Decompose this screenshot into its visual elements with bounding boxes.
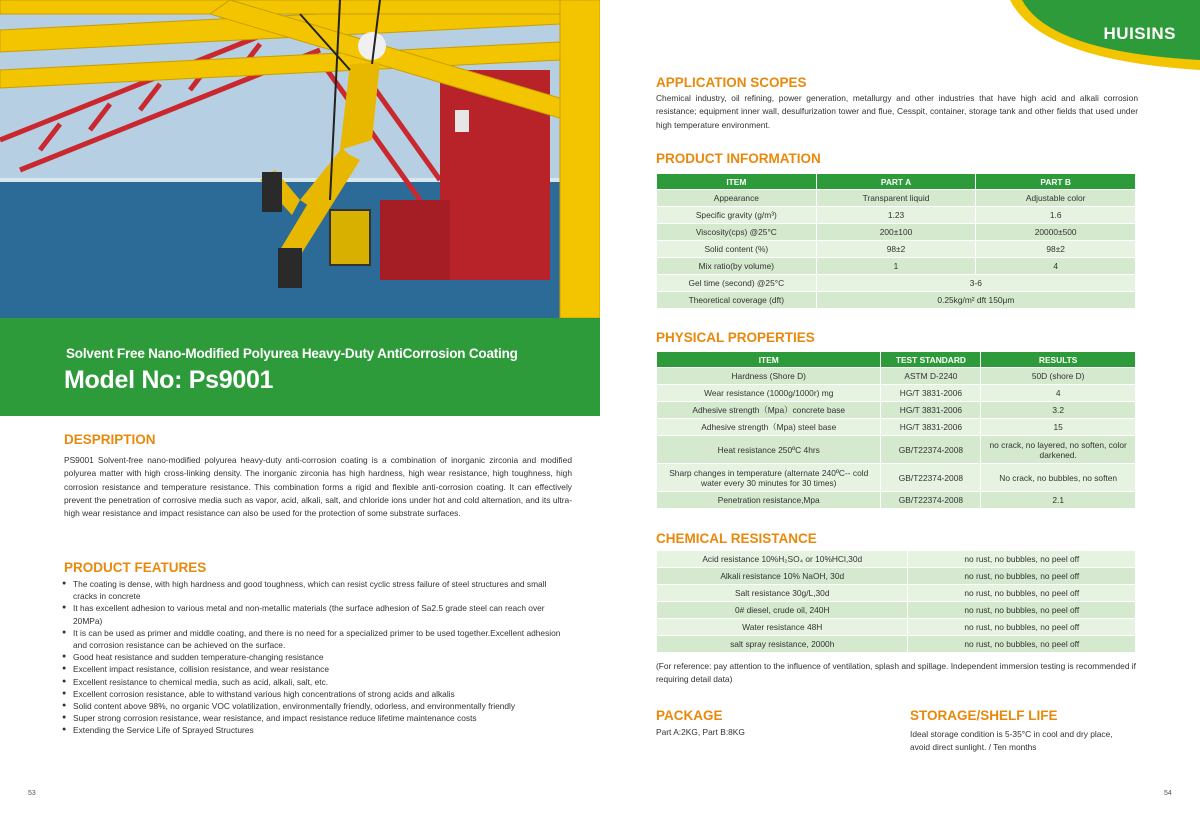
table-cell: no rust, no bubbles, no peel off [908, 636, 1136, 653]
list-item: ● The coating is dense, with high hardness and good toughness, which can resist cyclic stress failure of steel structures and small cracks in concrete [62, 578, 572, 602]
product-info-heading: PRODUCT INFORMATION [656, 151, 821, 166]
table-cell: Adhesive strength（Mpa) steel base [657, 419, 881, 436]
table-row [657, 275, 1136, 292]
table-row [657, 258, 1136, 275]
reference-note: (For reference: pay attention to the influence of ventilation, splash and spillage. Independent immersion testing is recommended if requiring detail data) [656, 661, 1136, 684]
description-text: PS9001 Solvent-free nano-modified polyurea heavy-duty anti-corrosion coating is a combination of inorganic zirconia and modified polyurea matter with high cross-linking density. The inorganic zirconia has high hardness, high wear resistance, high toughness, high corrosion resistance and temperature resistance. This combination forms a rigid and flexible anti-corrosion coating. It can effectively prevent the penetration of corrosive media such as vapor, acid, alkali, salt, and chloride ions under hot and cold alternation, and its ultra-high wear resistance and impact resistance can also be used for the protection of some substrate surfaces. [64, 455, 572, 519]
application-heading: APPLICATION SCOPES [656, 75, 807, 90]
table-row [657, 190, 1136, 207]
column-header: TEST STANDARD [881, 352, 981, 368]
table-cell: 1 [816, 258, 976, 275]
list-item: ● Extending the Service Life of Sprayed Structures [62, 724, 572, 736]
table-cell: 3-6 [816, 275, 1135, 292]
table-row [657, 385, 1136, 402]
table-header [657, 174, 1136, 190]
table-cell: Viscosity(cps) @25°C [657, 224, 817, 241]
table-cell: Appearance [657, 190, 817, 207]
table-cell: GB/T22374-2008 [881, 492, 981, 509]
table-row [657, 492, 1136, 509]
table-cell: Salt resistance 30g/L,30d [657, 585, 908, 602]
table-cell: Theoretical coverage (dft) [657, 292, 817, 309]
table-row [657, 619, 1136, 636]
table-cell: Specific gravity (g/m³) [657, 207, 817, 224]
hero-photo [0, 0, 600, 318]
title-banner [0, 318, 600, 416]
table-cell: Transparent liquid [816, 190, 976, 207]
column-header: ITEM [657, 352, 881, 368]
table-cell: HG/T 3831-2006 [881, 419, 981, 436]
table-cell: Alkali resistance 10% NaOH, 30d [657, 568, 908, 585]
table-row [657, 436, 1136, 464]
page-number-left: 53 [28, 790, 36, 797]
list-item: ● Good heat resistance and sudden temperature-changing resistance [62, 651, 572, 663]
table-cell: 4 [976, 258, 1136, 275]
physical-heading: PHYSICAL PROPERTIES [656, 330, 815, 345]
model-number: Model No: Ps9001 [64, 366, 274, 394]
product-info-table [656, 173, 1136, 309]
table-cell: no rust, no bubbles, no peel off [908, 551, 1136, 568]
table-cell: 2.1 [981, 492, 1136, 509]
table-cell: Gel time (second) @25°C [657, 275, 817, 292]
table-row [657, 551, 1136, 568]
list-item: ● Excellent corrosion resistance, able to withstand various high concentrations of strong acids and alkalis [62, 688, 572, 700]
table-row [657, 224, 1136, 241]
table-cell: 15 [981, 419, 1136, 436]
table-cell: 3.2 [981, 402, 1136, 419]
table-cell: Wear resistance (1000g/1000r) mg [657, 385, 881, 402]
table-row [657, 585, 1136, 602]
table-cell: no rust, no bubbles, no peel off [908, 585, 1136, 602]
features-heading: PRODUCT FEATURES [64, 560, 207, 575]
table-row [657, 419, 1136, 436]
package-text: Part A:2KG, Part B:8KG [656, 727, 745, 737]
list-item: ● Excellent impact resistance, collision resistance, and wear resistance [62, 663, 572, 675]
application-text: Chemical industry, oil refining, power generation, metallurgy and other industries that have high acid and alkali corrosion resistance; equipment inner wall, desulfurization tower and flue, Cesspit, container, storage tank and other fields that used under high temperature environment. [656, 93, 1138, 130]
chemical-resistance-table [656, 550, 1136, 653]
table-cell: 1.6 [976, 207, 1136, 224]
table-cell: 98±2 [816, 241, 976, 258]
table-cell: 20000±500 [976, 224, 1136, 241]
table-cell: 4 [981, 385, 1136, 402]
table-row [657, 464, 1136, 492]
table-cell: HG/T 3831-2006 [881, 402, 981, 419]
storage-text: Ideal storage condition is 5-35°C in cool and dry place, avoid direct sunlight. / Ten months [910, 729, 1113, 753]
table-cell: GB/T22374-2008 [881, 464, 981, 492]
table-cell: Adhesive strength（Mpa）concrete base [657, 402, 881, 419]
table-row [657, 207, 1136, 224]
offshore-worker-illustration [0, 0, 600, 318]
table-cell: No crack, no bubbles, no soften [981, 464, 1136, 492]
table-row [657, 568, 1136, 585]
table-cell: 0# diesel, crude oil, 240H [657, 602, 908, 619]
table-cell: Heat resistance 250ºC 4hrs [657, 436, 881, 464]
table-cell: Hardness (Shore D) [657, 368, 881, 385]
list-item: ● Solid content above 98%, no organic VOC volatilization, environmentally friendly, odorless, and environmentally friendly [62, 700, 572, 712]
features-list [62, 578, 572, 737]
page-number-right: 54 [1164, 790, 1172, 797]
product-subtitle: Solvent Free Nano-Modified Polyurea Heavy-Duty AntiCorrosion Coating [66, 346, 518, 361]
column-header: PART B [976, 174, 1136, 190]
table-cell: GB/T22374-2008 [881, 436, 981, 464]
table-cell: no crack, no layered, no soften, color darkened. [981, 436, 1136, 464]
table-cell: HG/T 3831-2006 [881, 385, 981, 402]
table-cell: 98±2 [976, 241, 1136, 258]
table-cell: Water resistance 48H [657, 619, 908, 636]
table-cell: no rust, no bubbles, no peel off [908, 619, 1136, 636]
column-header: RESULTS [981, 352, 1136, 368]
table-cell: no rust, no bubbles, no peel off [908, 602, 1136, 619]
table-row [657, 636, 1136, 653]
list-item: ● It has excellent adhesion to various metal and non-metallic materials (the surface adhesion of Sa2.5 grade steel can reach over 20MPa) [62, 602, 572, 626]
table-cell: Acid resistance 10%H₂SO₄ or 10%HCl,30d [657, 551, 908, 568]
physical-properties-table [656, 351, 1136, 509]
list-item: ● Super strong corrosion resistance, wear resistance, and impact resistance reduce lifetime maintenance costs [62, 712, 572, 724]
table-row [657, 402, 1136, 419]
table-row [657, 241, 1136, 258]
table-cell: 0.25kg/m² dft 150μm [816, 292, 1135, 309]
table-cell: 50D (shore D) [981, 368, 1136, 385]
brand-logo [1000, 0, 1200, 70]
table-cell: Sharp changes in temperature (alternate 240ºC-- cold water every 30 minutes for 30 times) [657, 464, 881, 492]
column-header: ITEM [657, 174, 817, 190]
table-cell: Mix ratio(by volume) [657, 258, 817, 275]
table-cell: Penetration resistance,Mpa [657, 492, 881, 509]
description-heading: DESPRIPTION [64, 432, 156, 447]
table-cell: Solid content (%) [657, 241, 817, 258]
table-cell: 1.23 [816, 207, 976, 224]
table-header [657, 352, 1136, 368]
logo-text: HUISINS [1103, 24, 1176, 43]
table-row [657, 292, 1136, 309]
chemical-heading: CHEMICAL RESISTANCE [656, 531, 817, 546]
table-cell: Adjustable color [976, 190, 1136, 207]
package-heading: PACKAGE [656, 708, 723, 723]
list-item: ● Excellent resistance to chemical media, such as acid, alkali, salt, etc. [62, 676, 572, 688]
table-cell: no rust, no bubbles, no peel off [908, 568, 1136, 585]
storage-heading: STORAGE/SHELF LIFE [910, 708, 1058, 723]
list-item: ● It is can be used as primer and middle coating, and there is no need for a specialized primer to be used together.Excellent adhesion and corrosion resistance can be achieved on the surface. [62, 627, 572, 651]
table-row [657, 602, 1136, 619]
table-row [657, 368, 1136, 385]
table-cell: 200±100 [816, 224, 976, 241]
table-cell: ASTM D-2240 [881, 368, 981, 385]
table-cell: salt spray resistance, 2000h [657, 636, 908, 653]
column-header: PART A [816, 174, 976, 190]
